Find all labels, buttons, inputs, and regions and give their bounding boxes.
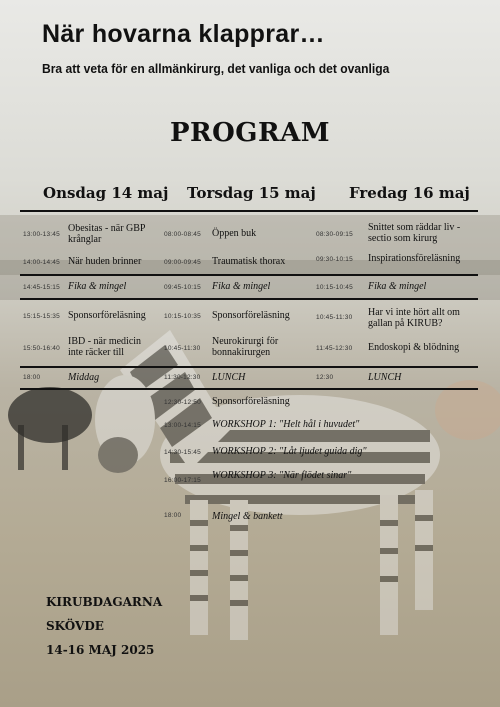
event-thu-5: Neurokirurgi för bonnakirurgen	[212, 336, 279, 358]
event-thu-4: Sponsorföreläsning	[212, 310, 290, 321]
time-wed-1: 13:00-13:45	[23, 231, 60, 238]
time-fri-5: 11:45-12:30	[316, 345, 353, 352]
time-thu-9: 14:30-15:45	[164, 449, 201, 456]
program-heading: PROGRAM	[169, 118, 331, 148]
time-fri-3: 10:15-10:45	[316, 284, 353, 291]
day-heading-friday: Fredag 16 maj	[349, 184, 470, 202]
time-thu-7: 12:30-12:50	[164, 399, 201, 406]
event-wed-6: Middag	[68, 372, 100, 383]
divider-before-lunch	[20, 366, 478, 368]
event-thu-11: Mingel & bankett	[212, 511, 283, 522]
time-thu-8: 13:00-14:15	[164, 422, 201, 429]
footer-event-name: KIRUBDAGARNA	[46, 595, 163, 609]
poster-title: När hovarna klapprar…	[42, 20, 325, 48]
time-fri-1: 08:30-09:15	[316, 231, 353, 238]
divider-before-fika	[20, 274, 478, 276]
event-fri-2: Inspirationsföreläsning	[368, 253, 461, 264]
event-fri-1: Snittet som räddar liv - sectio som kirurg	[368, 222, 461, 244]
time-thu-6: 11:30-12:30	[164, 374, 201, 381]
footer-location: SKÖVDE	[46, 619, 104, 633]
event-thu-7: Sponsorföreläsning	[212, 396, 290, 407]
time-wed-2: 14:00-14:45	[23, 259, 60, 266]
event-fri-6: LUNCH	[368, 372, 402, 383]
divider-after-fika	[20, 298, 478, 300]
time-wed-6: 18:00	[23, 374, 41, 381]
time-thu-5: 10:45-11:30	[164, 345, 201, 352]
event-wed-2: När huden brinner	[68, 256, 142, 267]
time-thu-4: 10:15-10:35	[164, 313, 201, 320]
event-fri-4: Har vi inte hört allt om gallan på KIRUB?	[368, 307, 460, 329]
event-fri-5: Endoskopi & blödning	[368, 342, 460, 353]
day-heading-thursday: Torsdag 15 maj	[187, 184, 316, 202]
event-thu-6: LUNCH	[212, 372, 246, 383]
event-thu-9: WORKSHOP 2: "Låt ljudet guida dig"	[212, 446, 367, 457]
time-wed-3: 14:45-15:15	[23, 284, 60, 291]
event-thu-3: Fika & mingel	[212, 281, 271, 292]
poster-subtitle: Bra att veta för en allmänkirurg, det vanliga och det ovanliga	[42, 61, 390, 76]
time-fri-4: 10:45-11:30	[316, 314, 353, 321]
event-thu-1: Öppen buk	[212, 228, 257, 239]
event-wed-3: Fika & mingel	[68, 281, 127, 292]
day-heading-wednesday: Onsdag 14 maj	[43, 184, 169, 202]
divider-top	[20, 210, 478, 212]
event-wed-4: Sponsorföreläsning	[68, 310, 146, 321]
event-thu-2: Traumatisk thorax	[212, 256, 286, 267]
time-thu-11: 18:00	[164, 512, 182, 519]
event-wed-1: Obesitas - när GBP krånglar	[68, 223, 146, 245]
footer-dates: 14-16 MAJ 2025	[46, 643, 155, 657]
event-thu-10: WORKSHOP 3: "När flödet sinar"	[212, 470, 352, 481]
time-thu-3: 09:45-10:15	[164, 284, 201, 291]
divider-after-lunch	[20, 388, 478, 390]
time-fri-2: 09:30-10:15	[316, 256, 353, 263]
time-thu-1: 08:00-08:45	[164, 231, 201, 238]
time-wed-5: 15:50-16:40	[23, 345, 60, 352]
event-wed-5: IBD - när medicin inte räcker till	[68, 336, 142, 358]
time-thu-2: 09:00-09:45	[164, 259, 201, 266]
time-wed-4: 15:15-15:35	[23, 313, 60, 320]
event-fri-3: Fika & mingel	[368, 281, 427, 292]
time-thu-10: 16:00-17:15	[164, 477, 201, 484]
time-fri-6: 12:30	[316, 374, 334, 381]
event-thu-8: WORKSHOP 1: "Helt hål i huvudet"	[212, 419, 360, 430]
